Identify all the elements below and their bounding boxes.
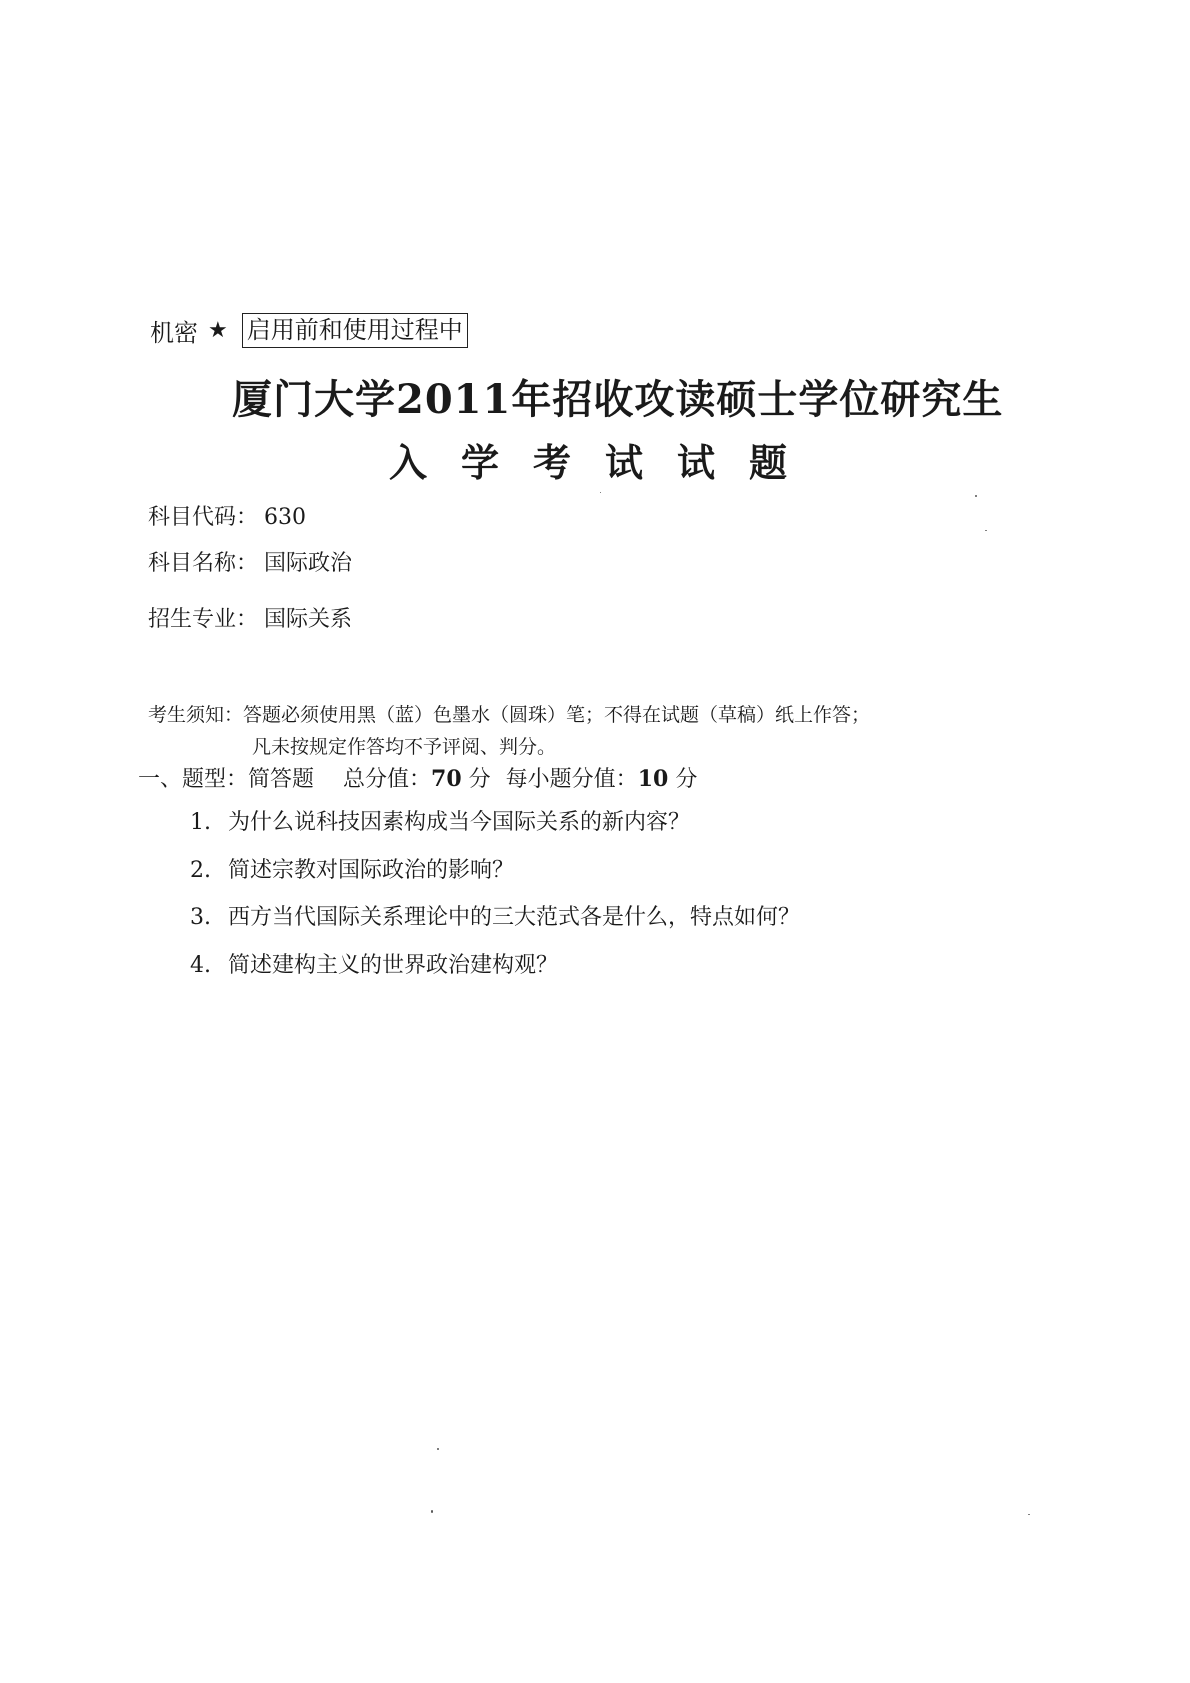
subject-code-row	[148, 500, 306, 531]
section-total-label: 总分值：	[343, 767, 432, 792]
question-number: 4.	[190, 953, 211, 978]
question-4	[190, 948, 558, 979]
notice-line-1: 考生须知：答题必须使用黑（蓝）色墨水（圆珠）笔；不得在试题（草稿）纸上作答；	[148, 704, 871, 726]
question-3	[190, 900, 800, 931]
exam-title: 厦门大学2011年招收攻读硕士学位研究生	[232, 376, 1004, 423]
subject-name-value: 国际政治	[264, 551, 353, 576]
question-number: 1.	[190, 810, 211, 835]
notice-line-2: 凡未按规定作答均不予评阅、判分。	[252, 736, 557, 758]
section-header	[138, 762, 697, 793]
section-each-label: 每小题分值：	[505, 767, 638, 792]
section-total-value: 70	[431, 766, 462, 792]
scan-speck	[600, 492, 601, 493]
question-text: 为什么说科技因素构成当今国际关系的新内容？	[228, 810, 691, 835]
subject-code-label: 科目代码：	[148, 505, 259, 530]
question-text: 简述建构主义的世界政治建构观？	[228, 953, 559, 978]
question-number: 2.	[190, 858, 211, 883]
section-prefix: 一、题型：简答题	[138, 767, 315, 792]
section-each-value: 10	[637, 766, 669, 792]
question-text: 简述宗教对国际政治的影响？	[228, 858, 515, 883]
scan-speck	[985, 530, 987, 531]
scan-speck	[1028, 1514, 1030, 1515]
scan-speck	[431, 1510, 433, 1513]
section-unit-2: 分	[675, 767, 698, 792]
star-icon: ★	[208, 318, 228, 343]
subject-name-row	[148, 546, 352, 577]
major-label: 招生专业：	[148, 607, 259, 632]
question-number: 3.	[190, 905, 211, 930]
confidential-label: 机密	[150, 319, 198, 347]
confidential-header	[150, 313, 468, 348]
subject-code-value: 630	[264, 505, 307, 530]
confidential-scope-box: 启用前和使用过程中	[242, 313, 468, 348]
scan-speck	[975, 495, 977, 497]
scan-speck	[437, 1448, 439, 1450]
subject-name-label: 科目名称：	[148, 551, 259, 576]
major-value: 国际关系	[264, 607, 353, 632]
question-1	[190, 805, 690, 836]
exam-subtitle: 入学考试试题	[388, 440, 821, 485]
section-unit-1: 分	[468, 767, 491, 792]
question-text: 西方当代国际关系理论中的三大范式各是什么，特点如何？	[228, 905, 801, 930]
major-row	[148, 602, 352, 633]
question-2	[190, 853, 514, 884]
